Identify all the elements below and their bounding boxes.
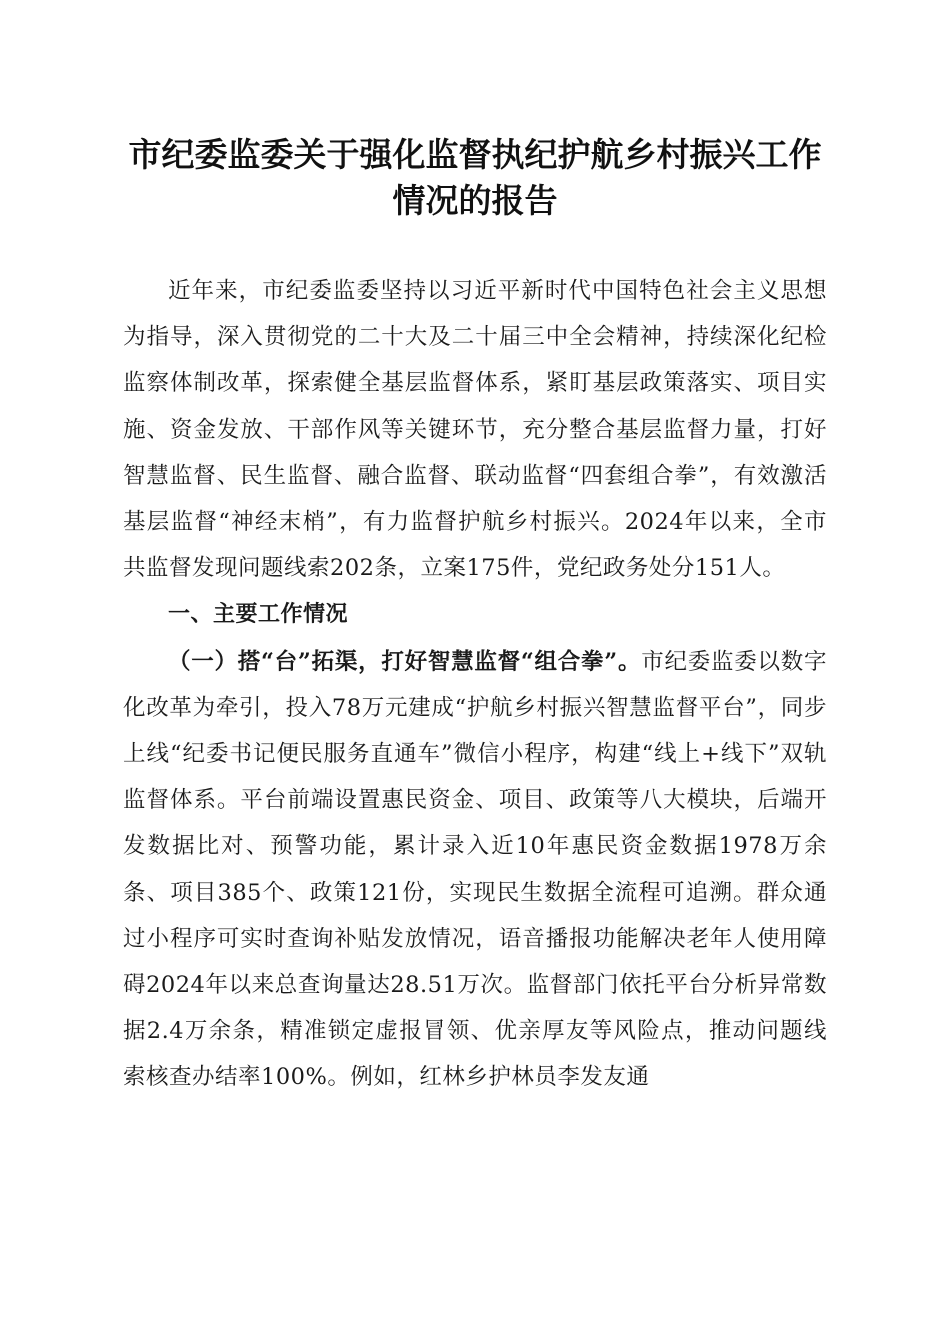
intro-paragraph: 近年来，市纪委监委坚持以习近平新时代中国特色社会主义思想为指导，深入贯彻党的二十大及二十届三中全会精神，持续深化纪检监察体制改革，探索健全基层监督体系，紧盯基层政策落实、项目实施、资金发放、干部作风等关键环节，充分整合基层监督力量，打好智慧监督、民生监督、融合监督、联动监督“四套组合拳”，有效激活基层监督“神经末梢”，有力监督护航乡村振兴。2024年以来，全市共监督发现问题线索202条，立案175件，党纪政务处分151人。 <box>123 278 827 582</box>
subsection-1-paragraph <box>123 639 827 1101</box>
document-page <box>123 132 827 1101</box>
section-heading <box>123 591 827 638</box>
section-1-heading: 一、主要工作情况 <box>168 602 349 628</box>
subsection-1-lead: （一）搭“台”拓渠，打好智慧监督“组合拳”。 <box>168 648 642 675</box>
subsection-1-body: 市纪委监委以数字化改革为牵引，投入78万元建成“护航乡村振兴智慧监督平台”，同步上线“纪委书记便民服务直通车”微信小程序，构建“线上+线下”双轨监督体系。平台前端设置惠民资金、项目、政策等八大模块，后端开发数据比对、预警功能，累计录入近10年惠民资金数据1978万余条、项目385个、政策121份，实现民生数据全流程可追溯。群众通过小程序可实时查询补贴发放情况，语音播报功能解决老年人使用障碍2024年以来总查询量达28.51万次。监督部门依托平台分析异常数据2.4万余条，精准锁定虚报冒领、优亲厚友等风险点，推动问题线索核查办结率100%。例如，红林乡护林员李发友通 <box>123 648 827 1091</box>
document-body <box>123 268 827 1101</box>
document-title: 市纪委监委关于强化监督执纪护航乡村振兴工作情况的报告 <box>128 135 822 220</box>
